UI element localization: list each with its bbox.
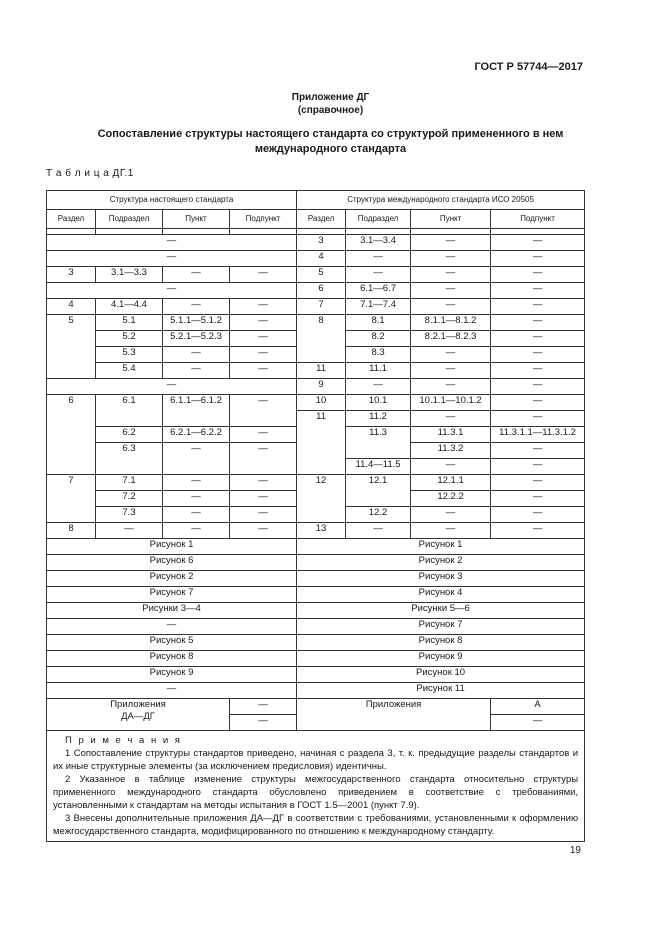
annex-type: (справочное) (297, 105, 364, 116)
cell: — (230, 363, 297, 379)
cell: 8 (47, 523, 96, 539)
cell: — (411, 235, 491, 251)
cell: 5.2 (96, 331, 163, 347)
appendix-cell-left (47, 699, 230, 731)
table-row (47, 379, 585, 395)
col-header-subitem: Подпункт (230, 210, 297, 229)
figure-row (47, 587, 585, 603)
header-this-standard: Структура настоящего стандарта (47, 191, 297, 210)
table-header-columns (47, 210, 585, 229)
cell: 5 (47, 315, 96, 379)
figure-cell-right: Рисунок 10 (297, 667, 585, 683)
cell: 11.3.1 (411, 427, 491, 443)
figure-cell-left: Рисунок 9 (47, 667, 297, 683)
cell: — (47, 235, 297, 251)
cell: — (411, 283, 491, 299)
table-row (47, 283, 585, 299)
cell: 3 (297, 235, 346, 251)
cell: 5.1.1—5.1.2 (163, 315, 230, 331)
figure-cell-right: Рисунок 11 (297, 683, 585, 699)
figure-cell-left: — (47, 619, 297, 635)
cell: — (47, 283, 297, 299)
cell: — (230, 299, 297, 315)
cell: — (163, 347, 230, 363)
cell: 3.1—3.3 (96, 267, 163, 283)
figure-cell-left: Рисунки 3—4 (47, 603, 297, 619)
appendix-value-left: ДА—ДГ (121, 711, 155, 722)
cell: 10.1.1—10.1.2 (411, 395, 491, 411)
figure-cell-left: Рисунок 5 (47, 635, 297, 651)
figure-row (47, 667, 585, 683)
col-header-subsection: Подраздел (96, 210, 163, 229)
col-header-item: Пункт (411, 210, 491, 229)
figure-cell-left: — (47, 683, 297, 699)
cell: 11 (297, 411, 346, 475)
figure-cell-right: Рисунок 8 (297, 635, 585, 651)
cell: А (491, 699, 585, 715)
cell: — (230, 715, 297, 731)
cell: — (230, 475, 297, 491)
table-row (47, 523, 585, 539)
cell: 4 (297, 251, 346, 267)
cell: 6 (297, 283, 346, 299)
cell: 5.2.1—5.2.3 (163, 331, 230, 347)
figure-row (47, 571, 585, 587)
col-header-item: Пункт (163, 210, 230, 229)
cell: — (491, 315, 585, 331)
cell: 13 (297, 523, 346, 539)
notes-cell (47, 731, 585, 842)
cell: 8 (297, 315, 346, 363)
page-number: 19 (569, 845, 581, 856)
cell: 9 (297, 379, 346, 395)
figure-cell-left: Рисунок 6 (47, 555, 297, 571)
cell: 11.2 (346, 411, 411, 427)
cell: 4.1—4.4 (96, 299, 163, 315)
cell: 10.1 (346, 395, 411, 411)
cell: — (230, 427, 297, 443)
figure-row (47, 555, 585, 571)
table-row (47, 251, 585, 267)
figure-cell-left: Рисунок 8 (47, 651, 297, 667)
heading-line-1: Сопоставление структуры настоящего стандарта со структурой примененного в нем (97, 128, 564, 140)
cell: — (47, 379, 297, 395)
cell: — (491, 411, 585, 427)
cell: — (163, 363, 230, 379)
cell: — (491, 523, 585, 539)
cell: — (411, 251, 491, 267)
cell: 11.1 (346, 363, 411, 379)
cell: 6 (47, 395, 96, 475)
cell: — (411, 379, 491, 395)
cell: 8.1 (346, 315, 411, 331)
figure-row (47, 683, 585, 699)
figure-cell-right: Рисунок 2 (297, 555, 585, 571)
cell: — (230, 699, 297, 715)
cell: — (411, 363, 491, 379)
cell: — (346, 523, 411, 539)
table-row (47, 395, 585, 411)
cell: 12.2 (346, 507, 411, 523)
cell: 11.3 (346, 427, 411, 459)
cell: — (491, 363, 585, 379)
cell: — (230, 315, 297, 331)
cell: — (491, 299, 585, 315)
col-header-subsection: Подраздел (346, 210, 411, 229)
figure-cell-left: Рисунок 7 (47, 587, 297, 603)
cell: — (230, 267, 297, 283)
cell: 12.1 (346, 475, 411, 507)
cell: — (491, 235, 585, 251)
cell: — (163, 491, 230, 507)
table-caption: Т а б л и ц а ДГ.1 (46, 168, 134, 179)
cell: — (230, 507, 297, 523)
figure-row (47, 635, 585, 651)
cell: 5.4 (96, 363, 163, 379)
cell: 5.1 (96, 315, 163, 331)
cell: — (491, 507, 585, 523)
figure-row (47, 603, 585, 619)
cell: — (346, 379, 411, 395)
cell: — (491, 331, 585, 347)
cell: — (491, 267, 585, 283)
cell: 6.1.1—6.1.2 (163, 395, 230, 427)
cell: 6.2.1—6.2.2 (163, 427, 230, 443)
cell: — (346, 251, 411, 267)
section-heading (60, 127, 601, 157)
cell: — (163, 523, 230, 539)
cell: — (230, 491, 297, 507)
figure-cell-left: Рисунок 2 (47, 571, 297, 587)
table-row (47, 363, 585, 379)
table-row (47, 475, 585, 491)
cell: — (411, 267, 491, 283)
cell: 12.1.1 (411, 475, 491, 491)
cell: 8.2 (346, 331, 411, 347)
cell: 8.3 (346, 347, 411, 363)
figure-cell-right: Рисунок 7 (297, 619, 585, 635)
table-row (47, 315, 585, 331)
cell: — (47, 251, 297, 267)
note-3: 3 Внесены дополнительные приложения ДА—ДГ в соответствии с требованиями, установленными к оформлению межгосударственного стандарта, модифицированного по отношению к международному стандарту. (53, 813, 579, 837)
cell: 7.2 (96, 491, 163, 507)
cell: 7 (47, 475, 96, 523)
table-row (47, 267, 585, 283)
cell: — (411, 507, 491, 523)
cell: — (411, 347, 491, 363)
figure-row (47, 619, 585, 635)
col-header-subitem: Подпункт (491, 210, 585, 229)
cell: 7.1—7.4 (346, 299, 411, 315)
cell: 3 (47, 267, 96, 283)
cell: — (491, 459, 585, 475)
cell: — (230, 395, 297, 427)
cell: — (163, 267, 230, 283)
cell: — (491, 491, 585, 507)
appendix-row (47, 699, 585, 715)
cell: — (230, 331, 297, 347)
figure-cell-left: Рисунок 1 (47, 539, 297, 555)
cell: — (346, 267, 411, 283)
annex-title (0, 91, 661, 117)
note-2: 2 Указанное в таблице изменение структуры межгосударственного стандарта относительно структуры примененного международного стандарта обусловлено приведением в соответствие с требованиями, установленными к стандартам на методы испытания в ГОСТ 1.5—2001 (пункт 7.9). (53, 774, 579, 811)
cell: 4 (47, 299, 96, 315)
figure-cell-right: Рисунок 9 (297, 651, 585, 667)
cell: — (411, 523, 491, 539)
cell: — (491, 379, 585, 395)
cell: — (230, 347, 297, 363)
heading-line-2: международного стандарта (254, 143, 407, 155)
standard-designation: ГОСТ Р 57744—2017 (474, 61, 583, 73)
header-iso-standard: Структура международного стандарта ИСО 20505 (297, 191, 585, 210)
notes-title: П р и м е ч а н и я (65, 735, 182, 746)
figure-row (47, 651, 585, 667)
cell: 11.4—11.5 (346, 459, 411, 475)
table-header-group (47, 191, 585, 210)
figure-cell-right: Рисунки 5—6 (297, 603, 585, 619)
cell: — (96, 523, 163, 539)
cell: 7.1 (96, 475, 163, 491)
cell: 7.3 (96, 507, 163, 523)
cell: 3.1—3.4 (346, 235, 411, 251)
cell: — (491, 475, 585, 491)
cell: — (411, 299, 491, 315)
appendix-label-left: Приложения (110, 699, 166, 710)
cell: 7 (297, 299, 346, 315)
cell: 6.1 (96, 395, 163, 427)
col-header-section: Раздел (297, 210, 346, 229)
cell: — (163, 475, 230, 491)
appendix-cell-right: Приложения (297, 699, 491, 731)
figure-row (47, 539, 585, 555)
cell: 6.1—6.7 (346, 283, 411, 299)
cell: — (491, 251, 585, 267)
cell: — (491, 715, 585, 731)
col-header-section: Раздел (47, 210, 96, 229)
annex-name: Приложение ДГ (291, 92, 370, 103)
cell: — (411, 411, 491, 427)
cell: — (163, 507, 230, 523)
cell: — (411, 459, 491, 475)
cell: 10 (297, 395, 346, 411)
cell: — (230, 523, 297, 539)
cell: 11.3.1.1—11.3.1.2 (491, 427, 585, 443)
cell: 11.3.2 (411, 443, 491, 459)
figure-cell-right: Рисунок 1 (297, 539, 585, 555)
cell: 5.3 (96, 347, 163, 363)
figure-cell-right: Рисунок 3 (297, 571, 585, 587)
note-1: 1 Сопоставление структуры стандартов приведено, начиная с раздела 3, т. к. предыдущие разделы стандартов и их иные структурные элементы (за исключением предисловия) идентичны. (53, 748, 579, 772)
cell: 6.2 (96, 427, 163, 443)
cell: — (491, 283, 585, 299)
cell: — (491, 443, 585, 459)
figure-cell-right: Рисунок 4 (297, 587, 585, 603)
table-row (47, 299, 585, 315)
cell: 5 (297, 267, 346, 283)
cell: 11 (297, 363, 346, 379)
table-row (47, 235, 585, 251)
cell: 6.3 (96, 443, 163, 475)
cell: 8.1.1—8.1.2 (411, 315, 491, 331)
cell: — (491, 395, 585, 411)
cell: — (163, 443, 230, 475)
cell: 12.2.2 (411, 491, 491, 507)
cell: 8.2.1—8.2.3 (411, 331, 491, 347)
cell: — (491, 347, 585, 363)
cell: — (230, 443, 297, 475)
cell: 12 (297, 475, 346, 523)
cell: — (163, 299, 230, 315)
notes-row (47, 731, 585, 842)
structure-comparison-table (46, 190, 585, 842)
